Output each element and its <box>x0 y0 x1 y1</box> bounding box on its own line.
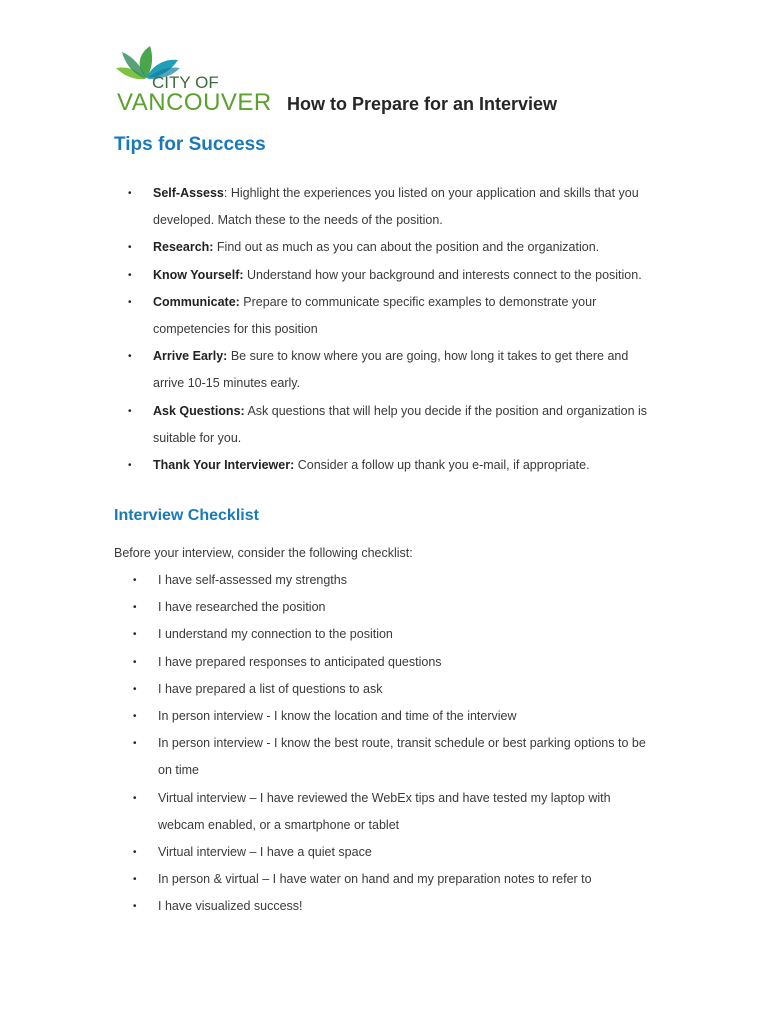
bullet-icon: • <box>133 738 137 750</box>
checklist-item-text: In person interview - I know the best route, transit schedule or best parking options to be on time <box>158 736 646 778</box>
checklist-intro: Before your interview, consider the following checklist: <box>114 546 413 560</box>
logo-line-vancouver: VANCOUVER <box>117 89 272 116</box>
checklist-item-text: Virtual interview – I have a quiet space <box>158 845 372 860</box>
tip-term: Research: <box>153 240 214 255</box>
checklist-item-text: I have researched the position <box>158 600 326 615</box>
checklist-item <box>0 866 658 893</box>
checklist-item-text: In person interview - I know the location and time of the interview <box>158 709 517 724</box>
bullet-icon: • <box>128 242 132 254</box>
tip-item <box>0 262 653 289</box>
tip-item <box>0 234 653 261</box>
bullet-icon: • <box>128 188 132 199</box>
tip-item <box>0 180 653 234</box>
tip-term: Arrive Early: <box>153 349 228 364</box>
checklist-item <box>0 839 658 866</box>
tip-text: Consider a follow up thank you e-mail, if appropriate. <box>294 458 590 473</box>
checklist-heading: Interview Checklist <box>114 507 259 524</box>
checklist-item-text: In person & virtual – I have water on hand and my preparation notes to refer to <box>158 872 592 887</box>
document-title: How to Prepare for an Interview <box>287 94 558 114</box>
checklist-item <box>0 785 658 839</box>
tip-sep: : <box>223 186 228 200</box>
bullet-icon: • <box>133 874 137 886</box>
bullet-icon: • <box>133 792 137 804</box>
bullet-icon: • <box>128 405 132 417</box>
checklist-item <box>0 730 658 784</box>
tip-term: Thank Your Interviewer: <box>153 458 295 473</box>
tip-item <box>0 398 653 452</box>
logo-line-city: CITY OF <box>152 73 219 92</box>
checklist-item <box>0 676 658 703</box>
tips-list <box>0 180 768 479</box>
checklist-item <box>0 621 658 648</box>
checklist-list <box>0 567 768 921</box>
checklist-item <box>0 649 658 676</box>
checklist-item <box>0 567 658 594</box>
tip-text: Understand how your background and interests connect to the position. <box>243 267 642 282</box>
tips-heading: Tips for Success <box>114 134 266 155</box>
bullet-icon: • <box>133 683 137 695</box>
checklist-item-text: I understand my connection to the position <box>158 627 393 642</box>
tip-term: Self-Assess <box>153 186 224 200</box>
tip-term: Ask Questions: <box>153 403 245 418</box>
bullet-icon: • <box>128 296 132 308</box>
bullet-icon: • <box>128 460 132 472</box>
city-of-vancouver-logo <box>112 44 278 116</box>
checklist-item-text: I have prepared a list of questions to ask <box>158 681 383 696</box>
checklist-item <box>0 703 658 730</box>
bullet-icon: • <box>133 901 137 913</box>
tip-text: Find out as much as you can about the position and the organization. <box>213 240 600 255</box>
tip-text: Ask questions that will help you decide if the position and organization is suitable for you. <box>153 403 648 445</box>
bullet-icon: • <box>133 629 137 641</box>
tip-text: Be sure to know where you are going, how long it takes to get there and arrive 10-15 minutes early. <box>153 349 629 391</box>
tip-item <box>0 289 653 343</box>
tip-term: Know Yourself: <box>153 267 244 282</box>
bullet-icon: • <box>128 351 132 363</box>
checklist-item-text: Virtual interview – I have reviewed the WebEx tips and have tested my laptop with webcam enabled, or a smartphone or tablet <box>158 790 611 832</box>
tip-text: Prepare to communicate specific examples to demonstrate your competencies for this position <box>153 294 597 337</box>
bullet-icon: • <box>133 575 137 586</box>
checklist-item-text: I have visualized success! <box>158 899 303 914</box>
tip-item <box>0 343 653 397</box>
tip-item <box>0 452 653 479</box>
bullet-icon: • <box>133 602 137 614</box>
tip-term: Communicate: <box>153 294 240 309</box>
bullet-icon: • <box>128 269 132 281</box>
checklist-item <box>0 594 658 621</box>
bullet-icon: • <box>133 656 137 668</box>
checklist-item-text: I have self-assessed my strengths <box>158 573 347 587</box>
tip-text: Highlight the experiences you listed on your application and skills that you developed. Match these to the needs of the position. <box>153 186 639 228</box>
bullet-icon: • <box>133 711 137 723</box>
checklist-item-text: I have prepared responses to anticipated questions <box>158 654 442 669</box>
bullet-icon: • <box>133 847 137 859</box>
checklist-item <box>0 893 658 920</box>
